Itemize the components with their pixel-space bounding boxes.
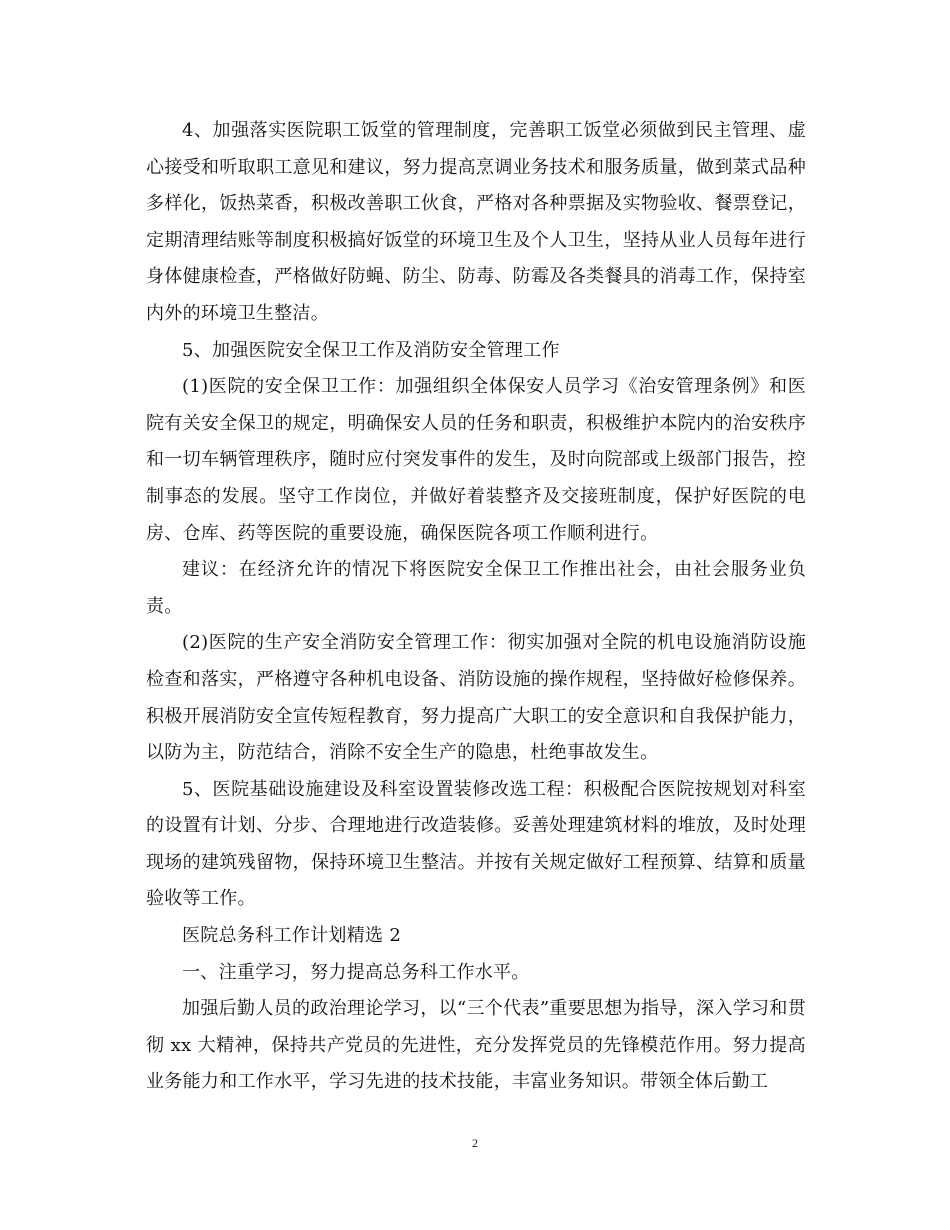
section-title-plan-2: 医院总务科工作计划精选 2 [182,925,402,947]
heading-study: 一、注重学习，努力提高总务科工作水平。 [182,961,530,983]
document-body [146,113,806,1101]
paragraph-fire-safety: (2)医院的生产安全消防安全管理工作：彻实加强对全院的机电设施消防设施检查和落实，严格遵守各种机电设备、消防设施的操作规程，坚持做好检修保养。积极开展消防安全宣传短程教育，努力提高广大职工的安全意识和自我保护能力，以防为主，防范结合，消除不安全生产的隐患，杜绝事故发生。 [146,632,806,764]
paragraph-suggestion: 建议：在经济允许的情况下将医院安全保卫工作推出社会，由社会服务业负责。 [146,559,806,617]
paragraph-infrastructure: 5、医院基础设施建设及科室设置装修改选工程：积极配合医院按规划对科室的设置有计划、分步、合理地进行改造装修。妥善处理建筑材料的堆放，及时处理现场的建筑残留物，保持环境卫生整洁。并按有关规定做好工程预算、结算和质量验收等工作。 [146,778,806,910]
paragraph-political-study: 加强后勤人员的政治理论学习，以“三个代表”重要思想为指导，深入学习和贯彻 xx 大精神，保持共产党员的先进性，充分发挥党员的先锋模范作用。努力提高业务能力和工作水平，学习先进的技术技能，丰富业务知识。带领全体后勤工 [146,998,806,1093]
page-number: 2 [472,1136,478,1150]
paragraph-canteen-management: 4、加强落实医院职工饭堂的管理制度，完善职工饭堂必须做到民主管理、虚心接受和听取职工意见和建议，努力提高烹调业务技术和服务质量，做到菜式品种多样化，饭热菜香，积极改善职工伙食，严格对各种票据及实物验收、餐票登记，定期清理结账等制度积极搞好饭堂的环境卫生及个人卫生，坚持从业人员每年进行身体健康检查，严格做好防蝇、防尘、防毒、防霉及各类餐具的消毒工作，保持室内外的环境卫生整洁。 [146,120,806,324]
paragraph-security-work: (1)医院的安全保卫工作：加强组织全体保安人员学习《治安管理条例》和医院有关安全保卫的规定，明确保安人员的任务和职责，积极维护本院内的治安秩序和一切车辆管理秩序，随时应付突发事件的发生，及时向院部或上级部门报告，控制事态的发展。坚守工作岗位，并做好着装整齐及交接班制度，保护好医院的电房、仓库、药等医院的重要设施，确保医院各项工作顺利进行。 [146,376,806,544]
heading-security-fire-safety: 5、加强医院安全保卫工作及消防安全管理工作 [182,339,560,361]
